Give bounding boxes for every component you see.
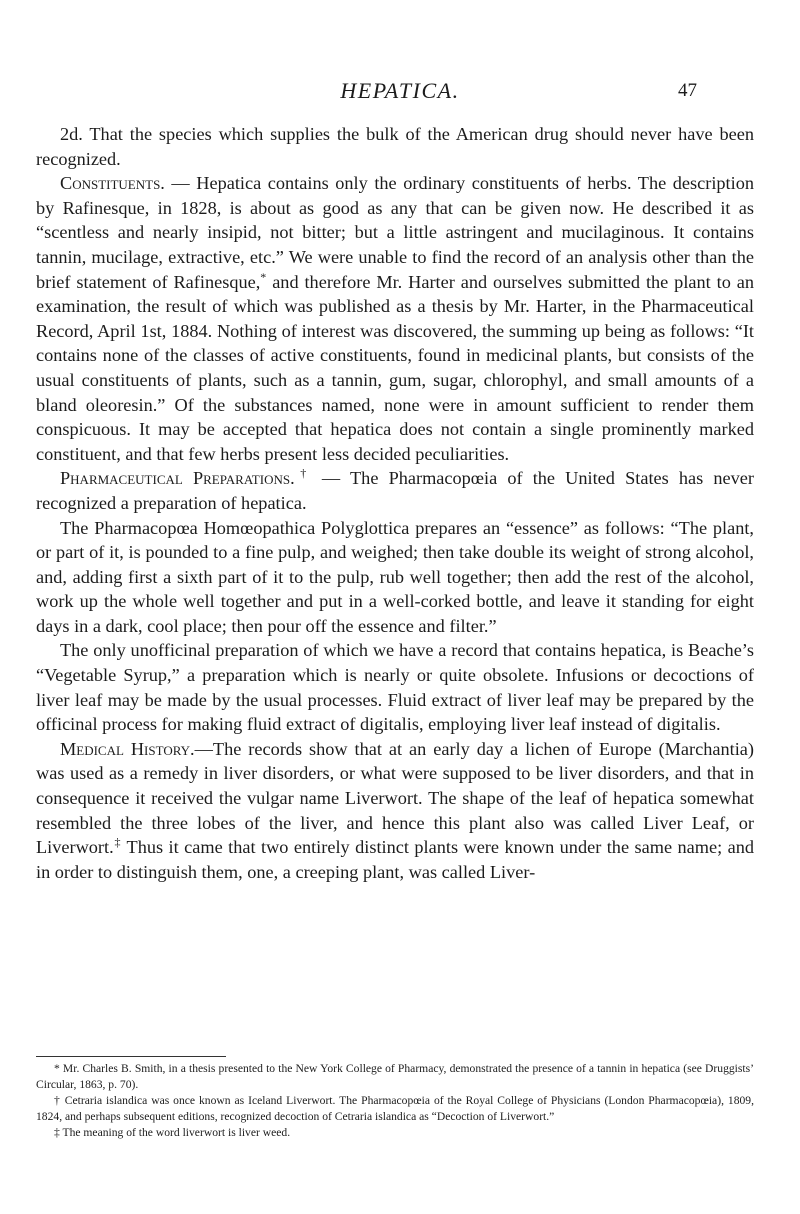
paragraph-preparations: [36, 466, 754, 515]
section-heading-preparations: Pharmaceutical Preparations.: [60, 468, 295, 489]
footnote-mark-double-dagger: ‡: [113, 835, 122, 850]
footnote-smith-thesis: * Mr. Charles B. Smith, in a thesis presented to the New York College of Pharmacy, demonstrated the presence of a tannin in hepatica (see Druggists’ Circular, 1863, p. 70).: [36, 1062, 754, 1091]
preparations-text: — The Pharmacopœia of the United States has never recognized a preparation of hepatica.: [36, 468, 754, 513]
section-heading-medical-history: Medical History.: [60, 738, 195, 759]
footnotes: [36, 1061, 754, 1141]
paragraph-species: 2d. That the species which supplies the bulk of the American drug should never have been recognized.: [36, 124, 754, 169]
footnote-mark-dagger: †: [294, 466, 312, 481]
running-title: HEPATICA.: [340, 78, 460, 103]
constituents-text-continued: and therefore Mr. Harter and ourselves submitted the plant to an examination, the result of which was published as a thesis by Mr. Harter, in the Pharmaceutical Record, April 1st, 1884. Nothing of interest was discovered, the summing up being as follows: “It contains none of the classes of active constituents, found in medicinal plants, but consists of the usual constituents of plants, such as a tannin, gum, sugar, chlorophyl, and small amounts of a bland oleoresin.” Of the substances named, none were in amount sufficient to render them conspicuous. It may be accepted that hepatica does not contain a single prominently marked constituent, and that few herbs present less decided peculiarities.: [36, 271, 755, 464]
footnote-cetraria: † Cetraria islandica was once known as Iceland Liverwort. The Pharmacopœia of the Royal College of Physicians (London Pharmacopœia), 1809, 1824, and perhaps subsequent editions, recognized decoction of Cetraria islandica as “Decoction of Liverwort.”: [36, 1094, 754, 1123]
paragraph-unofficinal: The only unofficinal preparation of which we have a record that contains hepatica, is Beache’s “Vegetable Syrup,” a preparation which is nearly or quite obsolete. Infusions or decoctions of liver leaf may be made by the usual processes. Fluid extract of liver leaf may be prepared by the officinal process for making fluid extract of digitalis, employing liver leaf instead of digitalis.: [36, 640, 754, 735]
paragraph-homoeopathica: The Pharmacopœa Homœopathica Polyglottica prepares an “essence” as follows: “The plant, or part of it, is pounded to a fine pulp, and weighed; then take double its weight of strong alcohol, and, adding first a sixth part of it to the pulp, rub well together; then add the rest of the alcohol, work up the whole well together and put in a well-corked bottle, and leave it standing for eight days in a dark, cool place; then pour off the essence and filter.”: [36, 517, 754, 636]
constituents-text: — Hepatica contains only the ordinary constituents of herbs. The description by Rafinesque, in 1828, is about as good as any that can be given now. He described it as “scentless and nearly insipid, not bitter; but a little astringent and mucilaginous. It contains tannin, mucilage, extractive, etc.” We were unable to find the record of an analysis other than the brief statement of Rafinesque,: [36, 173, 754, 292]
page-number: 47: [678, 80, 697, 101]
paragraph-medical-history: [36, 737, 754, 885]
page-header: [0, 78, 800, 106]
body-text: [36, 122, 754, 884]
footnote-divider: [36, 1056, 226, 1057]
footnote-mark-asterisk: *: [260, 269, 267, 284]
paragraph-constituents: [36, 171, 754, 466]
section-heading-constituents: Constituents.: [60, 173, 165, 194]
footnote-liverwort-meaning: ‡ The meaning of the word liverwort is liver weed.: [54, 1126, 291, 1139]
medical-history-text-continued: Thus it came that two entirely distinct plants were known under the same name; and in order to distinguish them, one, a creeping plant, was called Liver-: [36, 837, 755, 882]
medical-history-text: —The records show that at an early day a lichen of Europe (Marchantia) was used as a remedy in liver disorders, or what were supposed to be liver disorders, and that in consequence it received the vulgar name Liverwort. The shape of the leaf of hepatica somewhat resembled the three lobes of the liver, and hence this plant also was called Liver Leaf, or Liverwort.: [36, 738, 754, 858]
